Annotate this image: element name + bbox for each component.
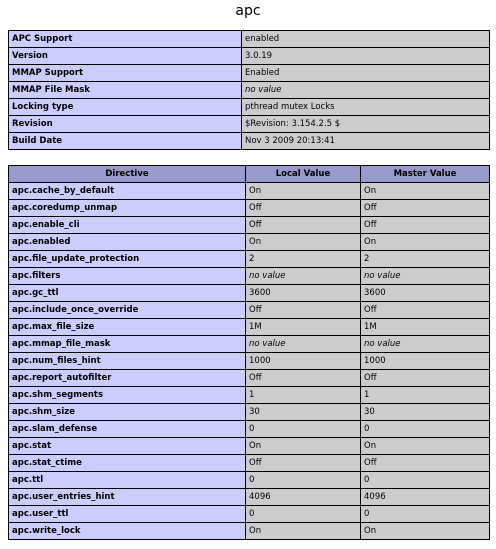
directive-row [9, 336, 490, 353]
info-value: Enabled [242, 65, 490, 82]
directive-row [9, 421, 490, 438]
directive-name: apc.filters [9, 268, 246, 285]
local-value: 1 [246, 387, 361, 404]
directive-row [9, 319, 490, 336]
local-value [246, 336, 361, 353]
info-row [9, 82, 490, 99]
local-value: Off [246, 302, 361, 319]
directive-name: apc.stat [9, 438, 246, 455]
directive-row [9, 370, 490, 387]
info-value: enabled [242, 31, 490, 48]
local-value: On [246, 523, 361, 540]
master-value: Off [361, 455, 490, 472]
master-value-text: no value [364, 271, 401, 281]
master-value: Off [361, 217, 490, 234]
directive-row [9, 200, 490, 217]
directive-name: apc.slam_defense [9, 421, 246, 438]
directive-name: apc.report_autofilter [9, 370, 246, 387]
directive-name: apc.user_entries_hint [9, 489, 246, 506]
info-key: APC Support [9, 31, 242, 48]
directive-row [9, 234, 490, 251]
directive-name: apc.write_lock [9, 523, 246, 540]
info-value [242, 82, 490, 99]
info-key: Locking type [9, 99, 242, 116]
directive-name: apc.enabled [9, 234, 246, 251]
info-row [9, 65, 490, 82]
master-value: Off [361, 200, 490, 217]
directive-row [9, 489, 490, 506]
directive-name: apc.shm_segments [9, 387, 246, 404]
info-row [9, 48, 490, 65]
master-value: 0 [361, 472, 490, 489]
info-value: Nov 3 2009 20:13:41 [242, 133, 490, 150]
local-value-text: no value [249, 339, 286, 349]
directive-row [9, 438, 490, 455]
master-value: Off [361, 302, 490, 319]
master-value-column-header: Master Value [361, 166, 490, 183]
directive-row [9, 302, 490, 319]
local-value: Off [246, 455, 361, 472]
local-value: 0 [246, 421, 361, 438]
directive-name: apc.stat_ctime [9, 455, 246, 472]
directive-row [9, 217, 490, 234]
apc-info-body [9, 31, 490, 150]
local-value: 2 [246, 251, 361, 268]
master-value: 2 [361, 251, 490, 268]
master-value [361, 268, 490, 285]
master-value: On [361, 438, 490, 455]
local-value: 0 [246, 472, 361, 489]
local-value-text: no value [249, 271, 286, 281]
local-value: 1M [246, 319, 361, 336]
master-value: 30 [361, 404, 490, 421]
local-value: On [246, 183, 361, 200]
directive-name: apc.mmap_file_mask [9, 336, 246, 353]
page-title: apc [235, 3, 261, 19]
directive-name: apc.cache_by_default [9, 183, 246, 200]
master-value [361, 336, 490, 353]
info-value: 3.0.19 [242, 48, 490, 65]
directive-body [9, 183, 490, 540]
directive-name: apc.max_file_size [9, 319, 246, 336]
directive-name: apc.coredump_unmap [9, 200, 246, 217]
master-value: 4096 [361, 489, 490, 506]
directive-row [9, 404, 490, 421]
master-value: On [361, 523, 490, 540]
directive-row [9, 353, 490, 370]
info-row [9, 133, 490, 150]
master-value: On [361, 234, 490, 251]
directive-row [9, 472, 490, 489]
directive-name: apc.gc_ttl [9, 285, 246, 302]
directive-row [9, 183, 490, 200]
local-value: On [246, 234, 361, 251]
info-value: $Revision: 3.154.2.5 $ [242, 116, 490, 133]
master-value: 0 [361, 506, 490, 523]
info-key: MMAP Support [9, 65, 242, 82]
info-value-text: no value [245, 85, 282, 95]
local-value: 1000 [246, 353, 361, 370]
master-value: 1 [361, 387, 490, 404]
info-key: MMAP File Mask [9, 82, 242, 99]
directive-name: apc.file_update_protection [9, 251, 246, 268]
info-key: Version [9, 48, 242, 65]
local-value: On [246, 438, 361, 455]
directive-name: apc.include_once_override [9, 302, 246, 319]
directive-header-row [9, 166, 490, 183]
local-value: 3600 [246, 285, 361, 302]
local-value: 4096 [246, 489, 361, 506]
local-value: Off [246, 217, 361, 234]
directive-row [9, 387, 490, 404]
local-value: 0 [246, 506, 361, 523]
directive-name: apc.shm_size [9, 404, 246, 421]
directive-row [9, 251, 490, 268]
master-value-text: no value [364, 339, 401, 349]
info-row [9, 99, 490, 116]
directive-name: apc.ttl [9, 472, 246, 489]
local-value: Off [246, 200, 361, 217]
local-value: 30 [246, 404, 361, 421]
directive-name: apc.user_ttl [9, 506, 246, 523]
info-row [9, 116, 490, 133]
info-key: Revision [9, 116, 242, 133]
directive-row [9, 455, 490, 472]
local-value-column-header: Local Value [246, 166, 361, 183]
info-value: pthread mutex Locks [242, 99, 490, 116]
directive-row [9, 523, 490, 540]
directive-name: apc.enable_cli [9, 217, 246, 234]
directive-column-header: Directive [9, 166, 246, 183]
master-value: 3600 [361, 285, 490, 302]
directive-table [8, 165, 490, 540]
info-row [9, 31, 490, 48]
directive-name: apc.num_files_hint [9, 353, 246, 370]
directive-row [9, 268, 490, 285]
master-value: 1000 [361, 353, 490, 370]
directive-row [9, 506, 490, 523]
master-value: 1M [361, 319, 490, 336]
master-value: On [361, 183, 490, 200]
local-value [246, 268, 361, 285]
directive-row [9, 285, 490, 302]
master-value: 0 [361, 421, 490, 438]
info-key: Build Date [9, 133, 242, 150]
apc-info-table [8, 30, 490, 150]
master-value: Off [361, 370, 490, 387]
local-value: Off [246, 370, 361, 387]
